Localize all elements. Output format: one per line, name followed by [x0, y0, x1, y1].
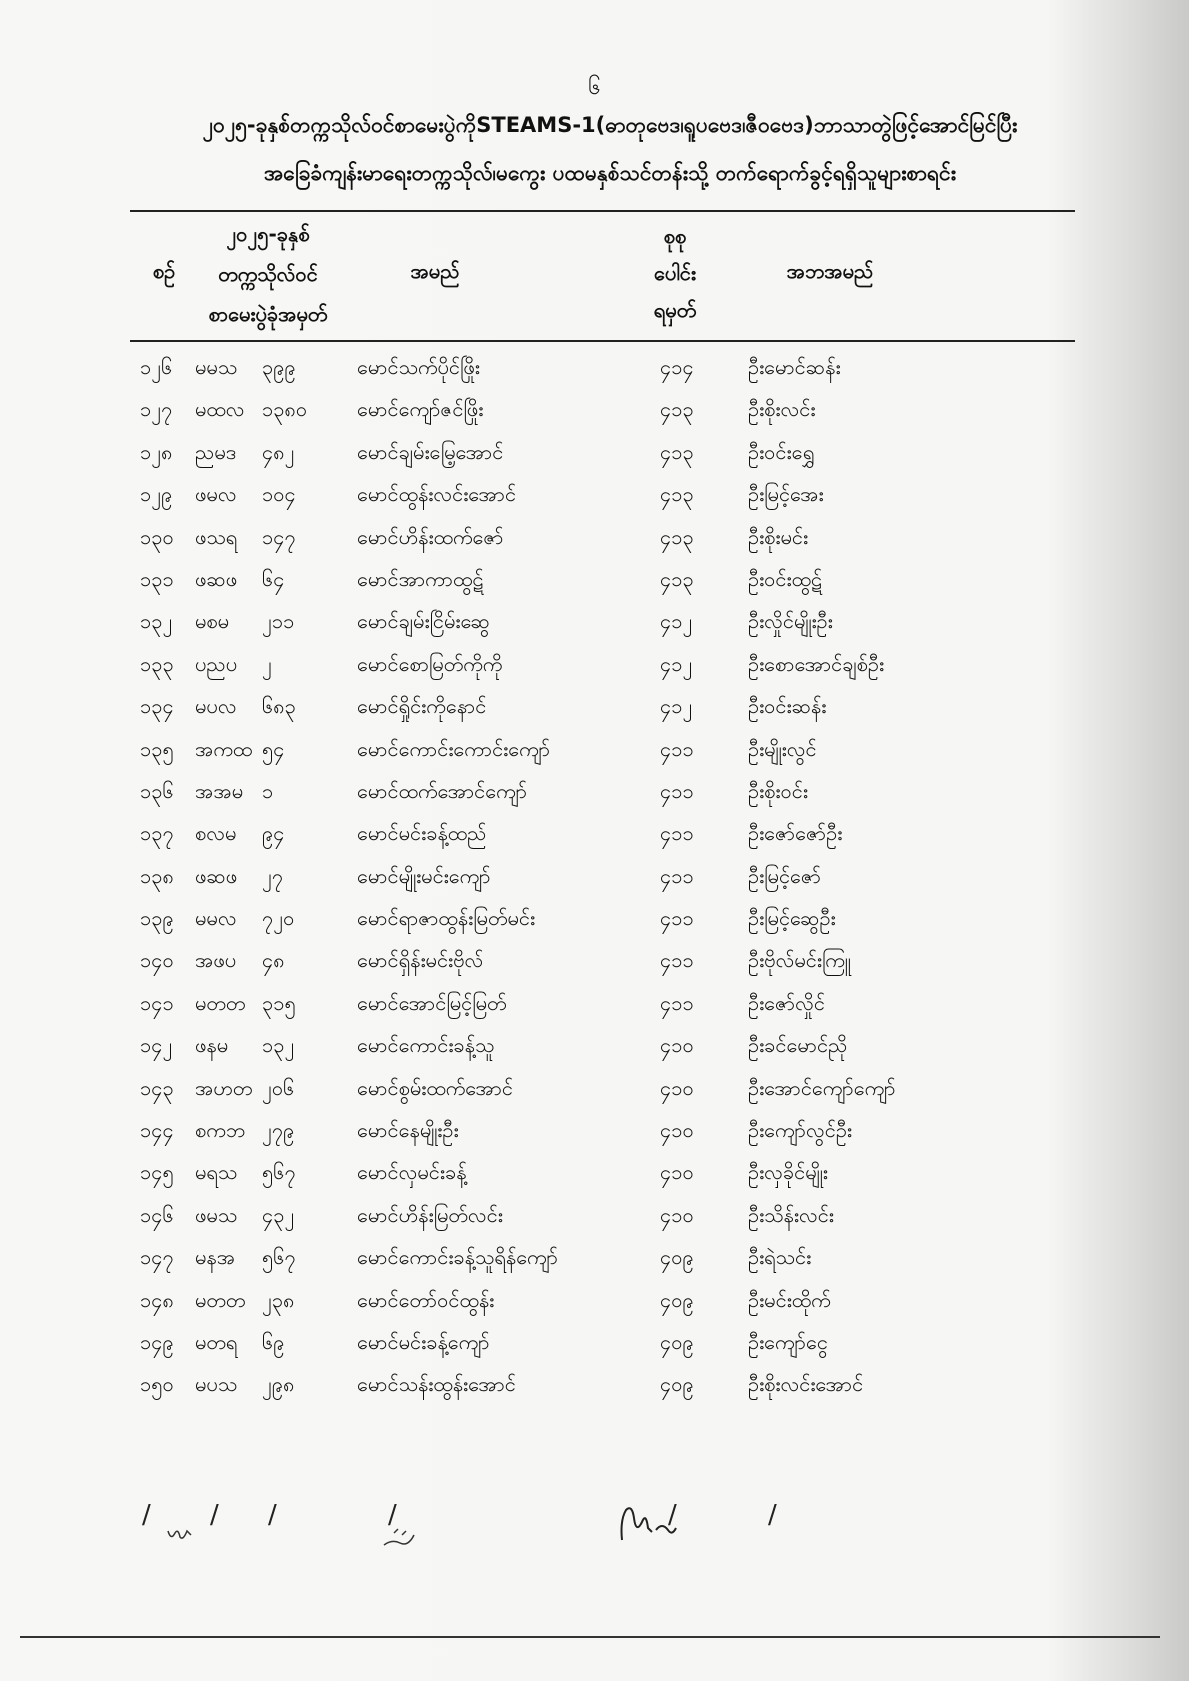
father-name: ဦးမြင့်ဆွေဦး — [748, 906, 836, 931]
student-name: မောင်ရှိုင်းကိုနောင် — [357, 694, 487, 719]
father-name: ဦးစိုးမင်း — [748, 524, 809, 549]
student-name: မောင်ထက်အောင်ကျော် — [357, 778, 528, 803]
total-marks: ၄၀၉ — [660, 1372, 694, 1397]
table-row — [0, 602, 1189, 644]
serial-number: ၁၄၃ — [140, 1075, 174, 1100]
roll-number: ၃၁၅ — [262, 990, 296, 1015]
roll-number: ၂၇၉ — [262, 1118, 295, 1143]
student-name: မောင်ကောင်းကောင်းကျော် — [357, 736, 551, 761]
tick-mark: / — [388, 1500, 397, 1530]
total-marks: ၄၁၁ — [660, 948, 694, 973]
table-row — [0, 1281, 1189, 1323]
header-name: အမည် — [410, 259, 460, 283]
serial-number: ၁၃၂ — [140, 609, 173, 634]
father-name: ဦးကျော်ငွေ — [748, 1329, 828, 1354]
student-name: မောင်လှမင်းခန့် — [357, 1160, 467, 1185]
total-marks: ၄၁၀ — [660, 1118, 694, 1143]
student-name: မောင်ကောင်းခန့်သူ — [357, 1033, 495, 1058]
roll-prefix: ဖဆဖ — [195, 863, 238, 888]
father-name: ဦးဇော်ဇော်ဦး — [748, 821, 843, 846]
table-row — [0, 687, 1189, 729]
serial-number: ၁၂၆ — [140, 355, 173, 379]
roll-prefix: ဖဆဖ — [195, 566, 238, 591]
father-name: ဦးဗိုလ်မင်းကြူ — [748, 948, 851, 973]
total-marks: ၄၁၄ — [660, 355, 694, 379]
table-row — [0, 941, 1189, 983]
total-marks: ၄၁၁ — [660, 990, 694, 1015]
title-line-2: အခြေခံကျန်းမာရေးတက္ကသိုလ်၊မကွေး ပထမနှစ်သင်တန်းသို့ တက်ရောက်ခွင့်ရရှိသူများစာရင်း — [263, 161, 957, 185]
tick-mark: / — [668, 1500, 677, 1530]
table-row — [0, 1026, 1189, 1068]
roll-prefix: မထလ — [195, 397, 245, 422]
student-name: မောင်မင်းခန့်ကျော် — [357, 1329, 490, 1354]
father-name: ဦးဇော်လှိုင် — [748, 990, 825, 1015]
serial-number: ၁၄၀ — [140, 948, 174, 973]
roll-prefix: မမလ — [195, 906, 237, 931]
father-name: ဦးအောင်ကျော်ကျော် — [748, 1075, 896, 1100]
total-marks: ၄၁၁ — [660, 736, 694, 761]
roll-number: ၁၃၂ — [262, 1033, 295, 1058]
total-marks: ၄၀၉ — [660, 1245, 694, 1270]
serial-number: ၁၃၇ — [140, 821, 174, 846]
table-row — [0, 899, 1189, 941]
title-line-1: ၂၀၂၅-ခုနှစ်တက္ကသိုလ်ဝင်စာမေးပွဲကိုSTEAMS-1(ဓာတုဗေဒ၊ရူပဗေဒ၊ဇီဝဗေဒ)ဘာသာတွဲဖြင့်အောင်မြင်ပြီး — [202, 113, 1018, 137]
student-name: မောင်သန်းထွန်းအောင် — [357, 1372, 516, 1397]
total-marks: ၄၁၂ — [660, 694, 693, 719]
father-name: ဦးစိုးဝင်း — [748, 778, 808, 803]
total-marks: ၄၁၀ — [660, 1202, 694, 1227]
serial-number: ၁၄၂ — [140, 1033, 173, 1058]
roll-number: ၄၃၂ — [262, 1202, 295, 1227]
roll-prefix: အဟတ — [195, 1075, 253, 1100]
student-name: မောင်ချမ်းမြေ့အောင် — [357, 439, 504, 464]
father-name: ဦးသိန်းလင်း — [748, 1202, 834, 1227]
roll-prefix: မရသ — [195, 1160, 238, 1185]
table-row — [0, 772, 1189, 814]
roll-number: ၂၉၈ — [262, 1372, 295, 1397]
table-row — [0, 1153, 1189, 1195]
initial-signature-icon — [165, 1525, 195, 1545]
roll-prefix: မစမ — [195, 609, 230, 634]
student-name: မောင်ရှိန်းမင်းဗိုလ် — [357, 948, 484, 973]
table-row — [0, 475, 1189, 517]
total-marks: ၄၁၃ — [660, 524, 694, 549]
roll-number: ၂၀၆ — [262, 1075, 295, 1100]
serial-number: ၁၃၅ — [140, 736, 174, 761]
table-row — [0, 560, 1189, 602]
serial-number: ၁၄၅ — [140, 1160, 174, 1185]
student-name: မောင်အာကာထွဋ် — [357, 566, 484, 591]
tick-mark: / — [210, 1500, 219, 1530]
initial-signature-icon — [380, 1525, 420, 1551]
table-row — [0, 518, 1189, 560]
father-name: ဦးမြင့်အေး — [748, 482, 824, 507]
header-total-marks — [640, 218, 710, 329]
serial-number: ၁၄၈ — [140, 1287, 174, 1312]
roll-prefix: ညမဒ — [195, 439, 237, 464]
header-marks-line-2: ပေါင်း — [654, 261, 696, 285]
header-marks-line-1: စုစု — [663, 224, 687, 248]
roll-number: ၄၈၂ — [262, 439, 295, 464]
total-marks: ၄၁၂ — [660, 651, 693, 676]
roll-prefix: ဖမလ — [195, 482, 237, 507]
roll-prefix: အဖပ — [195, 948, 237, 973]
table-row — [0, 1365, 1189, 1407]
student-name: မောင်ဟိန်းထက်ဇော် — [357, 524, 504, 549]
roll-prefix: မနအ — [195, 1245, 236, 1270]
student-name: မောင်နေမျိုးဦး — [357, 1118, 459, 1143]
tick-mark: / — [142, 1500, 151, 1530]
roll-number: ၃၉၉ — [262, 355, 296, 379]
father-name: ဦးဝင်းဆန်း — [748, 694, 827, 719]
table-body — [0, 348, 1189, 1408]
roll-number: ၂၃၈ — [262, 1287, 295, 1312]
father-name: ဦးလှခိုင်မျိုး — [748, 1160, 828, 1185]
roll-number: ၆၈၃ — [262, 694, 296, 719]
father-name: ဦးစိုးလင်းအောင် — [748, 1372, 864, 1397]
table-row — [0, 1111, 1189, 1153]
total-marks: ၄၀၉ — [660, 1287, 694, 1312]
total-marks: ၄၁၃ — [660, 566, 694, 591]
serial-number: ၁၂၉ — [140, 482, 173, 507]
father-name: ဦးဝင်းရွှေ — [748, 439, 815, 464]
student-name: မောင်ကျော်ဇင်ဖြိုး — [357, 397, 484, 422]
total-marks: ၄၁၁ — [660, 863, 694, 888]
father-name: ဦးမောင်ဆန်း — [748, 355, 841, 379]
tick-mark: / — [268, 1500, 277, 1530]
header-marks-line-3: ရမှတ် — [653, 298, 697, 322]
serial-number: ၁၃၆ — [140, 778, 174, 803]
page-bottom-rule — [20, 1636, 1160, 1638]
table-row — [0, 348, 1189, 390]
roll-number: ၅၆၇ — [262, 1245, 296, 1270]
father-name: ဦးခင်မောင်ညို — [748, 1033, 848, 1058]
student-name: မောင်ရာဇာထွန်းမြတ်မင်း — [357, 906, 536, 931]
roll-prefix: စလမ — [195, 821, 237, 846]
roll-prefix: မတတ — [195, 1287, 246, 1312]
roll-number: ၁၃၈၀ — [262, 397, 308, 422]
table-top-rule — [130, 210, 1075, 212]
roll-number: ၅၄ — [262, 736, 285, 761]
serial-number: ၁၃၉ — [140, 906, 174, 931]
total-marks: ၄၁၁ — [660, 778, 694, 803]
roll-number: ၇၂၀ — [262, 906, 295, 931]
total-marks: ၄၁၃ — [660, 482, 694, 507]
roll-number: ၂၇ — [262, 863, 284, 888]
serial-number: ၁၃၈ — [140, 863, 174, 888]
roll-prefix: မပသ — [195, 1372, 238, 1397]
student-name: မောင်ချမ်းငြိမ်းဆွေ — [357, 609, 490, 634]
serial-number: ၁၂၇ — [140, 397, 173, 422]
father-name: ဦးမျိုးလွင် — [748, 736, 817, 761]
table-row — [0, 1238, 1189, 1280]
roll-number: ၆၉ — [262, 1329, 285, 1354]
father-name: ဦးမြင့်ဇော် — [748, 863, 822, 888]
roll-number: ၉၄ — [262, 821, 285, 846]
total-marks: ၄၀၉ — [660, 1329, 694, 1354]
father-name: ဦးမင်းထိုက် — [748, 1287, 831, 1312]
roll-number: ၆၄ — [262, 566, 285, 591]
signature-icon — [612, 1500, 682, 1550]
student-name: မောင်မင်းခန့်ထည် — [357, 821, 487, 846]
student-name: မောင်မျိုးမင်းကျော် — [357, 863, 491, 888]
page-number: ၆ — [588, 75, 601, 100]
table-row — [0, 390, 1189, 432]
father-name: ဦးရဲသင်း — [748, 1245, 812, 1270]
table-row — [0, 814, 1189, 856]
student-name: မောင်သက်ပိုင်ဖြိုး — [357, 355, 480, 379]
serial-number: ၁၅၀ — [140, 1372, 174, 1397]
table-row — [0, 730, 1189, 772]
student-name: မောင်အောင်မြင့်မြတ် — [357, 990, 507, 1015]
total-marks: ၄၁၀ — [660, 1160, 694, 1185]
serial-number: ၁၄၇ — [140, 1245, 174, 1270]
student-name: မောင်ကောင်းခန့်သူရိန်ကျော် — [357, 1245, 559, 1270]
table-row — [0, 984, 1189, 1026]
table-header-rule — [130, 340, 1075, 342]
father-name: ဦးကျော်လွင်ဦး — [748, 1118, 853, 1143]
roll-prefix: ဖမသ — [195, 1202, 238, 1227]
serial-number: ၁၃၀ — [140, 524, 174, 549]
total-marks: ၄၁၃ — [660, 397, 694, 422]
student-name: မောင်စောမြတ်ကိုကို — [357, 651, 503, 676]
total-marks: ၄၁၁ — [660, 821, 694, 846]
header-roll-line-2: တက္ကသိုလ်ဝင် — [218, 262, 318, 286]
student-name: မောင်ထွန်းလင်းအောင် — [357, 482, 517, 507]
student-name: မောင်ဟိန်းမြတ်လင်း — [357, 1202, 503, 1227]
roll-prefix: မတရ — [195, 1329, 238, 1354]
header-roll-line-3: စာမေးပွဲခုံအမှတ် — [208, 302, 328, 326]
roll-prefix: မတတ — [195, 990, 246, 1015]
roll-prefix: စကဘ — [195, 1118, 246, 1143]
table-row — [0, 1196, 1189, 1238]
header-roll-number — [188, 214, 348, 334]
father-name: ဦးလှိုင်မျိုးဦး — [748, 609, 833, 634]
roll-number: ၅၆၇ — [262, 1160, 296, 1185]
roll-number: ၂ — [262, 651, 272, 676]
serial-number: ၁၄၄ — [140, 1118, 174, 1143]
father-name: ဦးစိုးလင်း — [748, 397, 816, 422]
serial-number: ၁၃၄ — [140, 694, 174, 719]
table-row — [0, 1323, 1189, 1365]
roll-number: ၂၁၁ — [262, 609, 295, 634]
table-row — [0, 433, 1189, 475]
father-name: ဦးဝင်းထွဋ် — [748, 566, 823, 591]
roll-prefix: အကထ — [195, 736, 253, 761]
serial-number: ၁၄၆ — [140, 1202, 174, 1227]
roll-prefix: ပညပ — [195, 651, 238, 676]
total-marks: ၄၁၁ — [660, 906, 694, 931]
serial-number: ၁၂၈ — [140, 439, 173, 464]
roll-prefix: ဖသရ — [195, 524, 238, 549]
header-father-name: အဘအမည် — [786, 259, 874, 283]
roll-number: ၁၀၄ — [262, 482, 296, 507]
roll-number: ၁ — [262, 778, 274, 803]
total-marks: ၄၁၀ — [660, 1033, 694, 1058]
roll-number: ၄၈ — [262, 948, 285, 973]
roll-prefix: အအမ — [195, 778, 244, 803]
total-marks: ၄၁၀ — [660, 1075, 694, 1100]
roll-number: ၁၄၇ — [262, 524, 296, 549]
roll-prefix: မမသ — [195, 355, 238, 379]
total-marks: ၄၁၃ — [660, 439, 694, 464]
total-marks: ၄၁၂ — [660, 609, 693, 634]
header-serial: စဉ် — [152, 259, 176, 283]
roll-prefix: ဖနမ — [195, 1033, 229, 1058]
tick-mark: / — [768, 1500, 777, 1530]
header-roll-line-1: ၂၀၂၅-ခုနှစ် — [226, 222, 310, 246]
serial-number: ၁၄၁ — [140, 990, 174, 1015]
table-row — [0, 857, 1189, 899]
student-name: မောင်စွမ်းထက်အောင် — [357, 1075, 514, 1100]
serial-number: ၁၃၁ — [140, 566, 174, 591]
student-name: မောင်တော်ဝင်ထွန်း — [357, 1287, 495, 1312]
table-row — [0, 1069, 1189, 1111]
roll-prefix: မပလ — [195, 694, 237, 719]
serial-number: ၁၃၃ — [140, 651, 174, 676]
table-row — [0, 645, 1189, 687]
father-name: ဦးစောအောင်ချစ်ဦး — [748, 651, 885, 676]
serial-number: ၁၄၉ — [140, 1329, 174, 1354]
